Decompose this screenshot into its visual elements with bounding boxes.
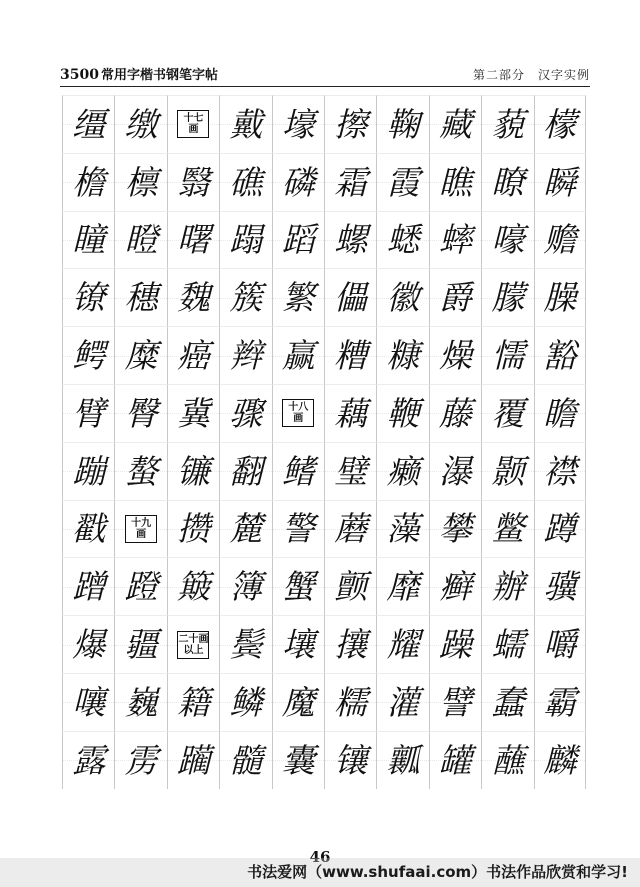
character-cell [481,211,533,269]
character-cell [62,442,114,500]
character: 臂 [72,393,106,433]
character-cell [534,731,586,789]
character: 徽 [386,278,420,318]
character-cell [62,211,114,269]
character-cell [272,442,324,500]
character: 螺 [334,220,368,260]
character-cell [272,153,324,211]
character: 蹭 [72,567,106,607]
character: 籍 [176,682,210,722]
character-cell [376,615,428,673]
character-cell [534,615,586,673]
character: 躏 [176,740,210,780]
character: 擦 [334,104,368,144]
character-cell [62,384,114,442]
character: 礁 [229,162,263,202]
character-cell [219,326,271,384]
character: 簇 [229,278,263,318]
character: 蹈 [281,220,315,260]
character: 麓 [229,509,263,549]
character-cell [429,326,481,384]
character-cell [429,268,481,326]
character: 蠕 [491,625,525,665]
character-cell [114,384,166,442]
character-cell [272,731,324,789]
character: 蘑 [334,509,368,549]
character: 懦 [491,336,525,376]
character-cell [481,615,533,673]
character: 警 [281,509,315,549]
character-cell [62,268,114,326]
character: 霜 [334,162,368,202]
character: 赡 [543,220,577,260]
character-cell [167,268,219,326]
character: 繁 [281,278,315,318]
character: 鞠 [386,104,420,144]
stroke-count-line-1: 十七 [183,113,204,125]
character: 罐 [438,740,472,780]
character-cell [219,268,271,326]
stroke-count-cell [114,500,166,558]
character: 瞪 [124,220,158,260]
character: 躁 [438,625,472,665]
character-cell [481,442,533,500]
character-cell [272,268,324,326]
character-cell [219,731,271,789]
character: 糠 [386,336,420,376]
character: 嚷 [72,682,106,722]
character-cell [376,153,428,211]
page-number: 46 [309,848,331,866]
character: 攀 [438,509,472,549]
character: 靡 [386,567,420,607]
character: 襟 [543,451,577,491]
character-cell [167,442,219,500]
character: 蹋 [229,220,263,260]
character-cell [429,95,481,153]
character-cell [324,153,376,211]
character: 儡 [334,278,368,318]
character-cell [481,326,533,384]
character-cell [324,557,376,615]
character-cell [481,384,533,442]
stroke-count-line-1: 十八 [288,402,309,414]
character: 磷 [281,162,315,202]
character-cell [167,673,219,731]
character: 颤 [334,567,368,607]
character: 缰 [72,104,106,144]
character-cell [376,211,428,269]
character: 冀 [176,393,210,433]
character-cell [429,211,481,269]
character-cell [324,500,376,558]
character-cell [114,326,166,384]
character: 赢 [281,336,315,376]
character-cell [114,211,166,269]
character-cell [272,95,324,153]
character-cell [376,500,428,558]
character-cell [376,268,428,326]
character-cell [534,673,586,731]
character: 臀 [124,393,158,433]
character: 鳖 [491,509,525,549]
character: 簸 [176,567,210,607]
character-cell [429,557,481,615]
character-cell [534,95,586,153]
character-cell [481,268,533,326]
character: 壕 [281,104,315,144]
character: 瞻 [543,393,577,433]
character-cell [62,326,114,384]
stroke-count-label [177,110,209,138]
character-cell [272,673,324,731]
character: 辦 [491,567,525,607]
character-cell [376,326,428,384]
character-cell [534,442,586,500]
character-cell [62,731,114,789]
stroke-count-line-2: 画 [188,124,199,136]
character-cell [429,384,481,442]
character-cell [376,557,428,615]
stroke-count-label [177,631,209,659]
character: 骥 [543,567,577,607]
character: 鳍 [281,451,315,491]
character: 朦 [491,278,525,318]
character-cell [534,211,586,269]
character: 麟 [543,740,577,780]
stroke-count-line-1: 二十画 [178,633,209,645]
character: 戴 [229,104,263,144]
watermark-banner: 书法爱网（www.shufaai.com）书法作品欣赏和学习! [0,858,640,887]
stroke-count-line-2: 以上 [183,644,204,656]
character: 攒 [176,509,210,549]
character-cell [114,731,166,789]
character-cell [376,95,428,153]
character: 蠢 [491,682,525,722]
character-cell [429,673,481,731]
character: 蹲 [543,509,577,549]
character-cell [114,673,166,731]
character: 镰 [176,451,210,491]
character: 糯 [334,682,368,722]
character-cell [272,326,324,384]
section-title: 第二部分 汉字实例 [472,68,590,82]
character: 巍 [124,682,158,722]
character: 翻 [229,451,263,491]
stroke-count-cell [167,95,219,153]
character-cell [272,615,324,673]
character: 癞 [386,451,420,491]
stroke-count-cell [272,384,324,442]
page-header [60,66,590,87]
character: 壤 [281,625,315,665]
character-cell [534,384,586,442]
book-title-number: 3500 [60,67,99,83]
character: 镣 [72,278,106,318]
character-cell [219,211,271,269]
character: 髓 [229,740,263,780]
character: 螯 [124,451,158,491]
character: 戳 [72,509,106,549]
character-cell [167,500,219,558]
character: 镶 [334,740,368,780]
character: 檩 [124,162,158,202]
character: 藕 [334,393,368,433]
character-cell [481,673,533,731]
character: 蘸 [491,740,525,780]
character-cell [376,673,428,731]
character: 鳄 [72,336,106,376]
character-cell [219,557,271,615]
character-cell [324,268,376,326]
character-cell [534,500,586,558]
character: 蹬 [124,567,158,607]
character: 露 [72,740,106,780]
character: 臊 [543,278,577,318]
character: 癌 [176,336,210,376]
character: 璧 [334,451,368,491]
character: 譬 [438,682,472,722]
character: 辫 [229,336,263,376]
stroke-count-label [282,399,314,427]
character-cell [167,211,219,269]
character-cell [272,211,324,269]
character: 瞬 [543,162,577,202]
character-cell [114,153,166,211]
character: 檐 [72,162,106,202]
character-cell [481,153,533,211]
character-cell [481,731,533,789]
character-cell [534,153,586,211]
character: 攘 [334,625,368,665]
character: 囊 [281,740,315,780]
character-cell [114,442,166,500]
character: 疆 [124,625,158,665]
character-cell [324,326,376,384]
character-cell [167,384,219,442]
character-cell [429,153,481,211]
character-cell [114,615,166,673]
character-cell [376,731,428,789]
character: 燥 [438,336,472,376]
character: 瞭 [491,162,525,202]
character-cell [429,731,481,789]
character: 覆 [491,393,525,433]
character: 曙 [176,220,210,260]
character-cell [324,731,376,789]
character-cell [114,95,166,153]
character-cell [429,500,481,558]
character: 簿 [229,567,263,607]
character: 爵 [438,278,472,318]
character-cell [534,268,586,326]
character: 糜 [124,336,158,376]
character: 鞭 [386,393,420,433]
character: 鳞 [229,682,263,722]
character: 骤 [229,393,263,433]
character: 缴 [124,104,158,144]
character: 耀 [386,625,420,665]
character: 癣 [438,567,472,607]
character-cell [534,326,586,384]
character-cell [167,153,219,211]
character: 藐 [491,104,525,144]
character: 灌 [386,682,420,722]
character-cell [62,615,114,673]
character-cell [534,557,586,615]
character: 藏 [438,104,472,144]
stroke-count-line-2: 画 [136,528,147,540]
character-cell [219,615,271,673]
character-cell [376,442,428,500]
character: 瀑 [438,451,472,491]
character-cell [62,673,114,731]
character-cell [429,442,481,500]
character-cell [272,557,324,615]
character-cell [114,557,166,615]
character-cell [219,673,271,731]
character-cell [219,500,271,558]
character: 嚎 [491,220,525,260]
character: 雳 [124,740,158,780]
character: 蟀 [438,220,472,260]
character-cell [167,731,219,789]
character-grid [62,95,586,789]
character-cell [429,615,481,673]
character-cell [114,268,166,326]
character-cell [219,153,271,211]
character-cell [324,673,376,731]
character: 瞳 [72,220,106,260]
character: 瓤 [386,740,420,780]
character-cell [324,442,376,500]
character-cell [62,500,114,558]
stroke-count-cell [167,615,219,673]
character-cell [324,615,376,673]
character: 颢 [491,451,525,491]
character: 蟹 [281,567,315,607]
character: 霸 [543,682,577,722]
character: 翳 [176,162,210,202]
character: 嚼 [543,625,577,665]
character: 蟋 [386,220,420,260]
character: 瞧 [438,162,472,202]
character-cell [324,384,376,442]
character-cell [376,384,428,442]
character-cell [324,211,376,269]
character: 霞 [386,162,420,202]
stroke-count-line-2: 画 [293,413,304,425]
character-cell [167,557,219,615]
character: 藻 [386,509,420,549]
stroke-count-line-1: 十九 [131,517,152,529]
character-cell [272,500,324,558]
character-cell [62,557,114,615]
character-cell [219,384,271,442]
character: 魔 [281,682,315,722]
character-cell [481,500,533,558]
character-cell [481,557,533,615]
character: 藤 [438,393,472,433]
character-cell [324,95,376,153]
character: 鬓 [229,625,263,665]
stroke-count-label [125,515,157,543]
character-cell [481,95,533,153]
character-cell [62,95,114,153]
character-cell [167,326,219,384]
character-cell [219,442,271,500]
character-cell [219,95,271,153]
book-title [60,64,218,83]
character: 蹦 [72,451,106,491]
character: 檬 [543,104,577,144]
character: 豁 [543,336,577,376]
character: 魏 [176,278,210,318]
character: 爆 [72,625,106,665]
character-cell [62,153,114,211]
book-title-text: 常用字楷书钢笔字帖 [100,68,218,83]
character: 糟 [334,336,368,376]
character: 穗 [124,278,158,318]
